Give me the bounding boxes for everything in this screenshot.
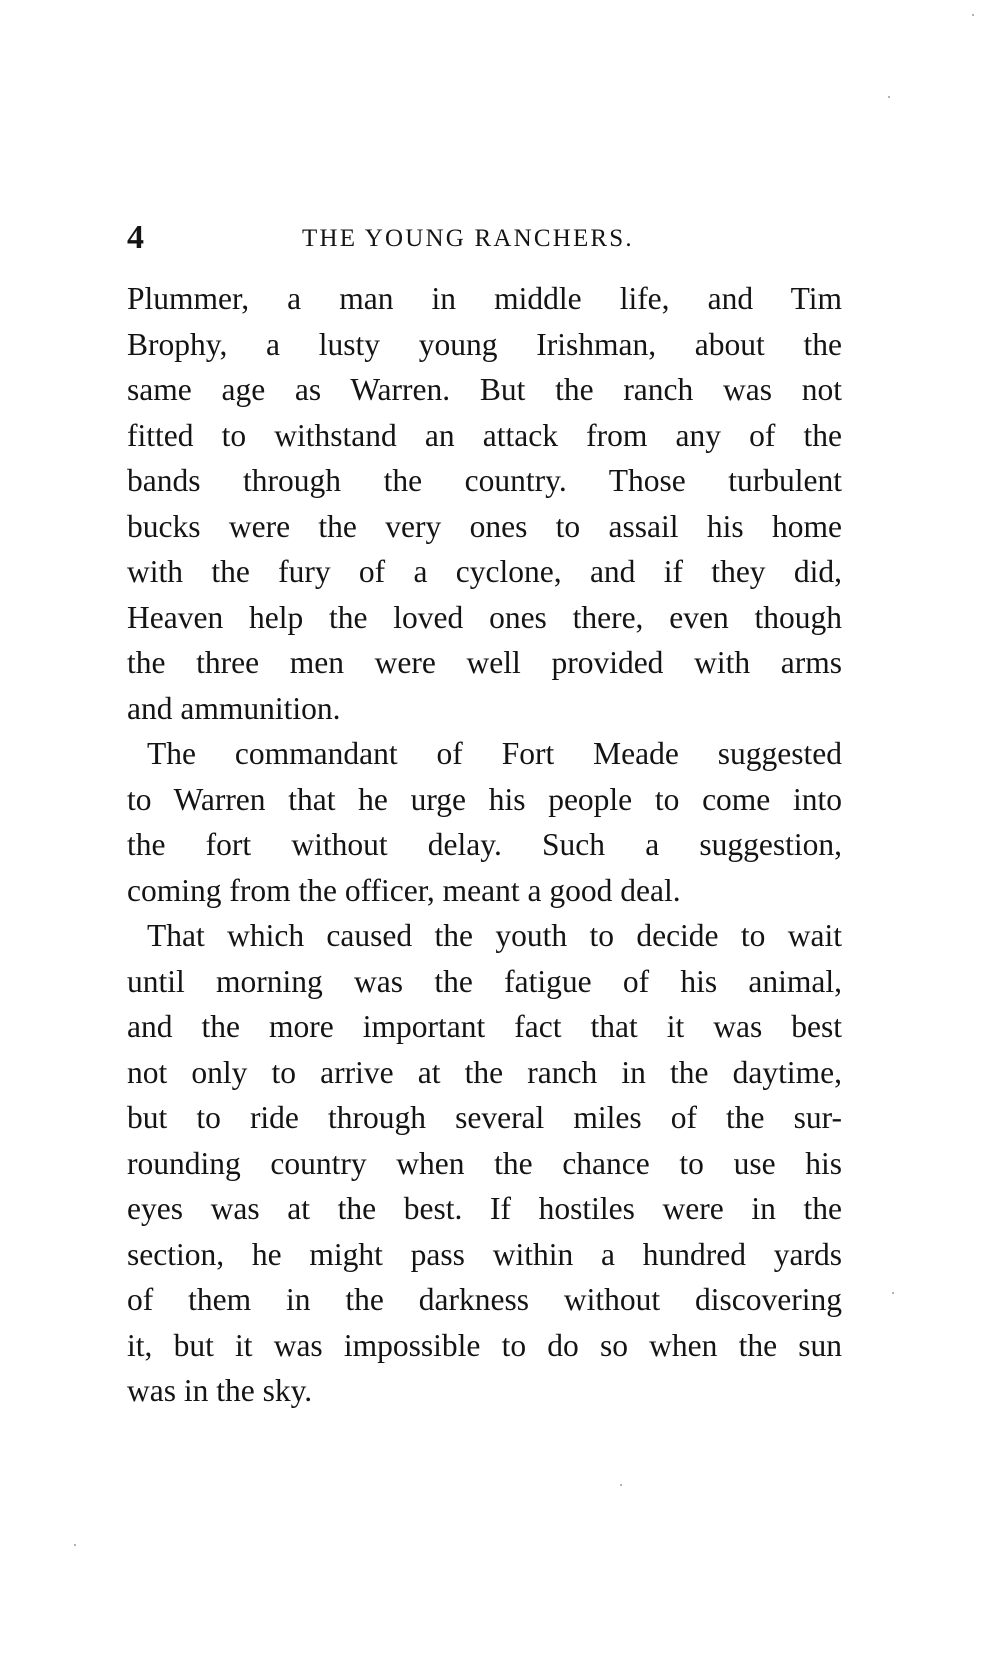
- text-line: Brophy, a lusty young Irishman, about the: [127, 326, 842, 362]
- paper-speck: [888, 96, 890, 98]
- text-line: section, he might pass within a hundred yards: [127, 1236, 842, 1272]
- text-line: with the fury of a cyclone, and if they did,: [127, 554, 842, 589]
- text-line: and ammunition.: [127, 690, 341, 726]
- text-line: not only to arrive at the ranch in the daytime,: [127, 1054, 842, 1090]
- page-number: 4: [127, 219, 144, 256]
- paragraph-2: [127, 731, 842, 913]
- body-text: [127, 276, 842, 1414]
- paper-speck: [74, 1544, 76, 1546]
- page-header: [127, 218, 842, 258]
- running-title: THE YOUNG RANCHERS.: [302, 225, 634, 252]
- paper-speck: [620, 1484, 622, 1486]
- paper-speck: [972, 14, 974, 16]
- text-line: fitted to withstand an attack from any of the: [127, 417, 842, 453]
- text-line: bands through the country. Those turbulent: [127, 463, 842, 498]
- text-line: it, but it was impossible to do so when the sun: [127, 1327, 842, 1363]
- text-line: to Warren that he urge his people to come into: [127, 781, 842, 817]
- text-line: and the more important fact that it was best: [127, 1009, 842, 1044]
- paragraph-3: [127, 913, 842, 1414]
- text-line: the fort without delay. Such a suggestion,: [127, 827, 842, 862]
- text-line: of them in the darkness without discovering: [127, 1282, 842, 1317]
- text-line: the three men were well provided with arms: [127, 645, 842, 680]
- text-line: Heaven help the loved ones there, even though: [127, 599, 842, 635]
- text-line: eyes was at the best. If hostiles were in the: [127, 1191, 842, 1226]
- text-line: was in the sky.: [127, 1373, 313, 1408]
- text-line: bucks were the very ones to assail his home: [127, 508, 842, 544]
- paper-speck: [892, 1292, 894, 1294]
- paragraph-1: [127, 276, 842, 731]
- text-line: The commandant of Fort Meade suggested: [147, 736, 842, 771]
- text-line: until morning was the fatigue of his animal,: [127, 963, 842, 999]
- text-line: That which caused the youth to decide to wait: [147, 918, 842, 953]
- text-line: Plummer, a man in middle life, and Tim: [127, 281, 842, 316]
- text-line: same age as Warren. But the ranch was not: [127, 372, 842, 407]
- text-line: coming from the officer, meant a good deal.: [127, 872, 681, 908]
- text-line: but to ride through several miles of the sur-: [127, 1100, 842, 1135]
- text-line: rounding country when the chance to use his: [127, 1145, 842, 1181]
